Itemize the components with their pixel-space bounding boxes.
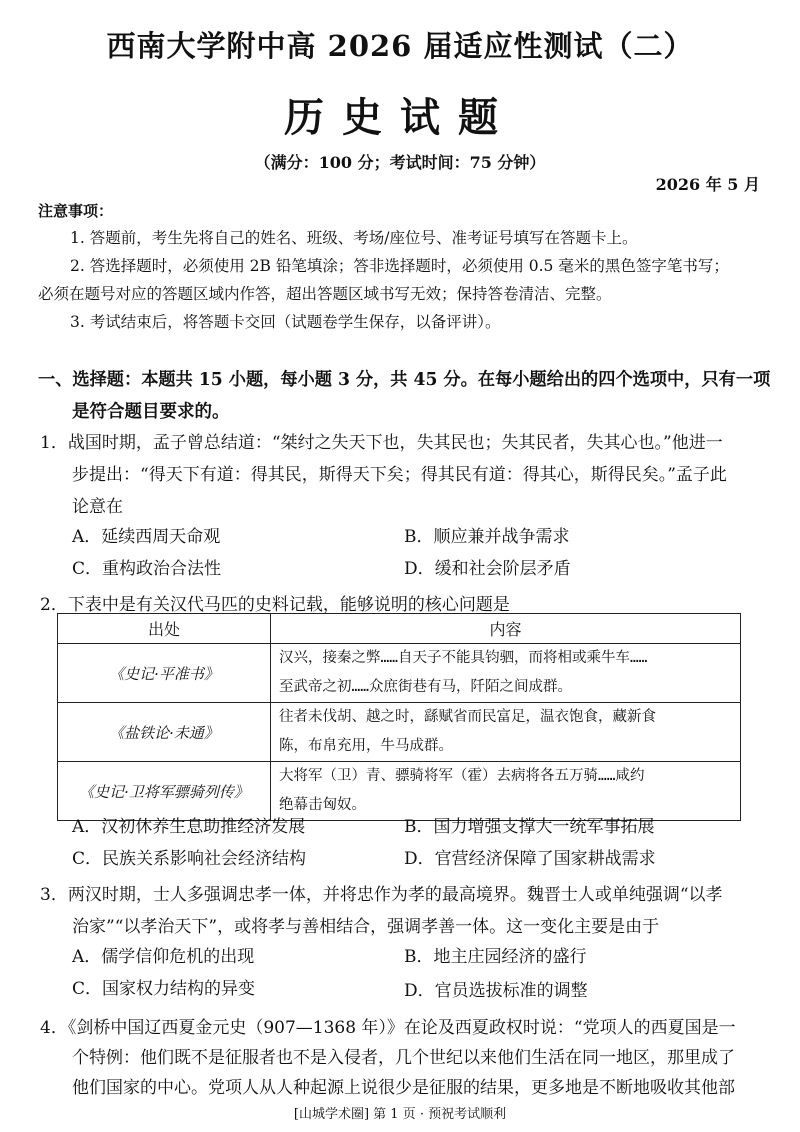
table-cell-source: 《史记·卫将军骠骑列传》 [58, 762, 271, 821]
notice-item: 3. 考试结束后，将答题卡交回（试题卷学生保存，以备评讲）。 [70, 313, 501, 331]
question-2-option-d[interactable]: D．官营经济保障了国家耕战需求 [404, 849, 656, 869]
table-row [58, 644, 741, 703]
section-heading-cont: 是符合题目要求的。 [72, 402, 230, 422]
notice-item: 必须在题号对应的答题区域内作答，超出答题区域书写无效；保持答卷清洁、完整。 [38, 285, 612, 303]
table-cell-content [271, 703, 741, 762]
table-header-source: 出处 [58, 614, 271, 644]
content-line: 陈，布帛充用，牛马成群。 [279, 738, 453, 754]
question-1-option-a[interactable]: A．延续西周天命观 [72, 527, 221, 547]
question-4-text: 个特例：他们既不是征服者也不是入侵者，几个世纪以来他们生活在同一地区，那里成了 [72, 1048, 735, 1068]
question-3-text: 3．两汉时期，士人多强调忠孝一体，并将忠作为孝的最高境界。魏晋士人或单纯强调“以孝 [40, 885, 723, 905]
question-1-option-d[interactable]: D．缓和社会阶层矛盾 [404, 559, 571, 579]
content-line: 至武帝之初……众庶街巷有马，阡陌之间成群。 [279, 679, 572, 695]
table-cell-source: 《盐铁论·未通》 [58, 703, 271, 762]
question-2-option-c[interactable]: C．民族关系影响社会经济结构 [72, 849, 307, 869]
notice-item: 2. 答选择题时，必须使用 2B 铅笔填涂；答非选择题时，必须使用 0.5 毫米的黑色签字笔书写； [70, 257, 729, 275]
content-line: 大将军（卫）青、骠骑将军（霍）去病将各五万骑……咸约 [279, 768, 645, 784]
question-1-text: 步提出：“得天下有道：得其民，斯得天下矣；得其民有道：得其心，斯得民矣。”孟子此 [72, 465, 727, 485]
subject-title: 历史试题 [284, 94, 516, 141]
content-line: 绝幕击匈奴。 [279, 797, 366, 813]
question-2-text: 2．下表中是有关汉代马匹的史料记载，能够说明的核心问题是 [40, 595, 510, 615]
exam-subtitle: （满分：100 分；考试时间：75 分钟） [254, 153, 546, 172]
page-footer: [山城学术圈] 第 1 页 · 预祝考试顺利 [293, 1107, 507, 1122]
question-1-text: 1．战国时期，孟子曾总结道：“桀纣之失天下也，失其民也；失其民者，失其心也。”他进一 [40, 433, 723, 453]
content-line: 往者未伐胡、越之时，繇赋省而民富足，温衣饱食，藏新食 [279, 709, 656, 725]
table-header-content: 内容 [271, 614, 741, 644]
question-3-option-b[interactable]: B．地主庄园经济的盛行 [404, 947, 587, 967]
table-row [58, 703, 741, 762]
question-2-option-a[interactable]: A．汉初休养生息助推经济发展 [72, 817, 306, 837]
table-cell-content [271, 644, 741, 703]
question-1-option-b[interactable]: B．顺应兼并战争需求 [404, 527, 570, 547]
question-4-text: 他们国家的中心。党项人从人种起源上说很少是征服的结果，更多地是不断地吸收其他部 [72, 1078, 735, 1098]
source-table [57, 613, 741, 821]
question-1-text: 论意在 [72, 497, 123, 517]
question-3-option-d[interactable]: D．官员选拔标准的调整 [404, 981, 588, 1001]
question-3-option-a[interactable]: A．儒学信仰危机的出现 [72, 947, 255, 967]
exam-title: 西南大学附中高 2026 届适应性测试（二） [106, 29, 694, 63]
question-4-text: 4．《剑桥中国辽西夏金元史（907—1368 年）》在论及西夏政权时说：“党项人的西夏国是一 [40, 1018, 736, 1038]
section-heading: 一、选择题：本题共 15 小题，每小题 3 分，共 45 分。在每小题给出的四个选项中，只有一项 [38, 370, 771, 390]
question-3-option-c[interactable]: C．国家权力结构的异变 [72, 979, 256, 999]
exam-date: 2026 年 5 月 [655, 175, 760, 194]
notice-heading: 注意事项： [38, 202, 114, 220]
question-3-text: 治家”“以孝治天下”，或将孝与善相结合，强调孝善一体。这一变化主要是由于 [72, 917, 660, 937]
question-1-option-c[interactable]: C．重构政治合法性 [72, 559, 222, 579]
table-cell-source: 《史记·平准书》 [58, 644, 271, 703]
content-line: 汉兴，接秦之弊……自天子不能具钧驷，而将相或乘牛车…… [279, 650, 648, 666]
question-2-option-b[interactable]: B．国力增强支撑大一统军事拓展 [404, 817, 655, 837]
notice-item: 1. 答题前，考生先将自己的姓名、班级、考场/座位号、准考证号填写在答题卡上。 [70, 229, 638, 247]
table-header-row [58, 614, 741, 644]
